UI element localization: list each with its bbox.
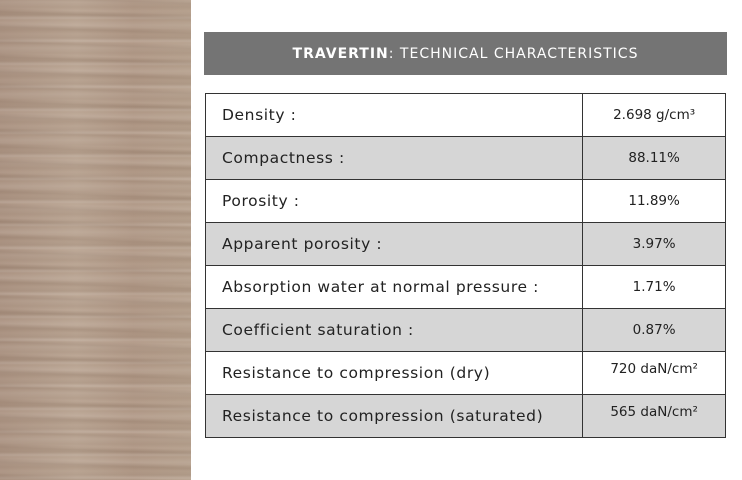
travertine-stone-image (0, 0, 191, 480)
row-value: 0.87% (583, 309, 726, 352)
row-label: Apparent porosity : (206, 223, 583, 266)
row-label: Porosity : (206, 180, 583, 223)
table-row (206, 395, 726, 438)
row-value: 1.71% (583, 266, 726, 309)
row-label: Absorption water at normal pressure : (206, 266, 583, 309)
row-label: Resistance to compression (saturated) (206, 395, 583, 438)
title-subtitle: : TECHNICAL CHARACTERISTICS (388, 45, 639, 62)
row-value: 565 daN/cm² (583, 395, 726, 438)
table-row (206, 180, 726, 223)
row-value: 11.89% (583, 180, 726, 223)
table-row (206, 352, 726, 395)
row-value: 88.11% (583, 137, 726, 180)
row-value: 2.698 g/cm³ (583, 94, 726, 137)
title-material: TRAVERTIN (292, 45, 389, 62)
row-label: Coefficient saturation : (206, 309, 583, 352)
table-row (206, 223, 726, 266)
row-value: 3.97% (583, 223, 726, 266)
characteristics-table (205, 93, 726, 438)
table-row (206, 266, 726, 309)
page-title (204, 32, 727, 75)
row-value: 720 daN/cm² (583, 352, 726, 395)
table-row (206, 94, 726, 137)
table-row (206, 137, 726, 180)
row-label: Compactness : (206, 137, 583, 180)
table-row (206, 309, 726, 352)
row-label: Density : (206, 94, 583, 137)
row-label: Resistance to compression (dry) (206, 352, 583, 395)
